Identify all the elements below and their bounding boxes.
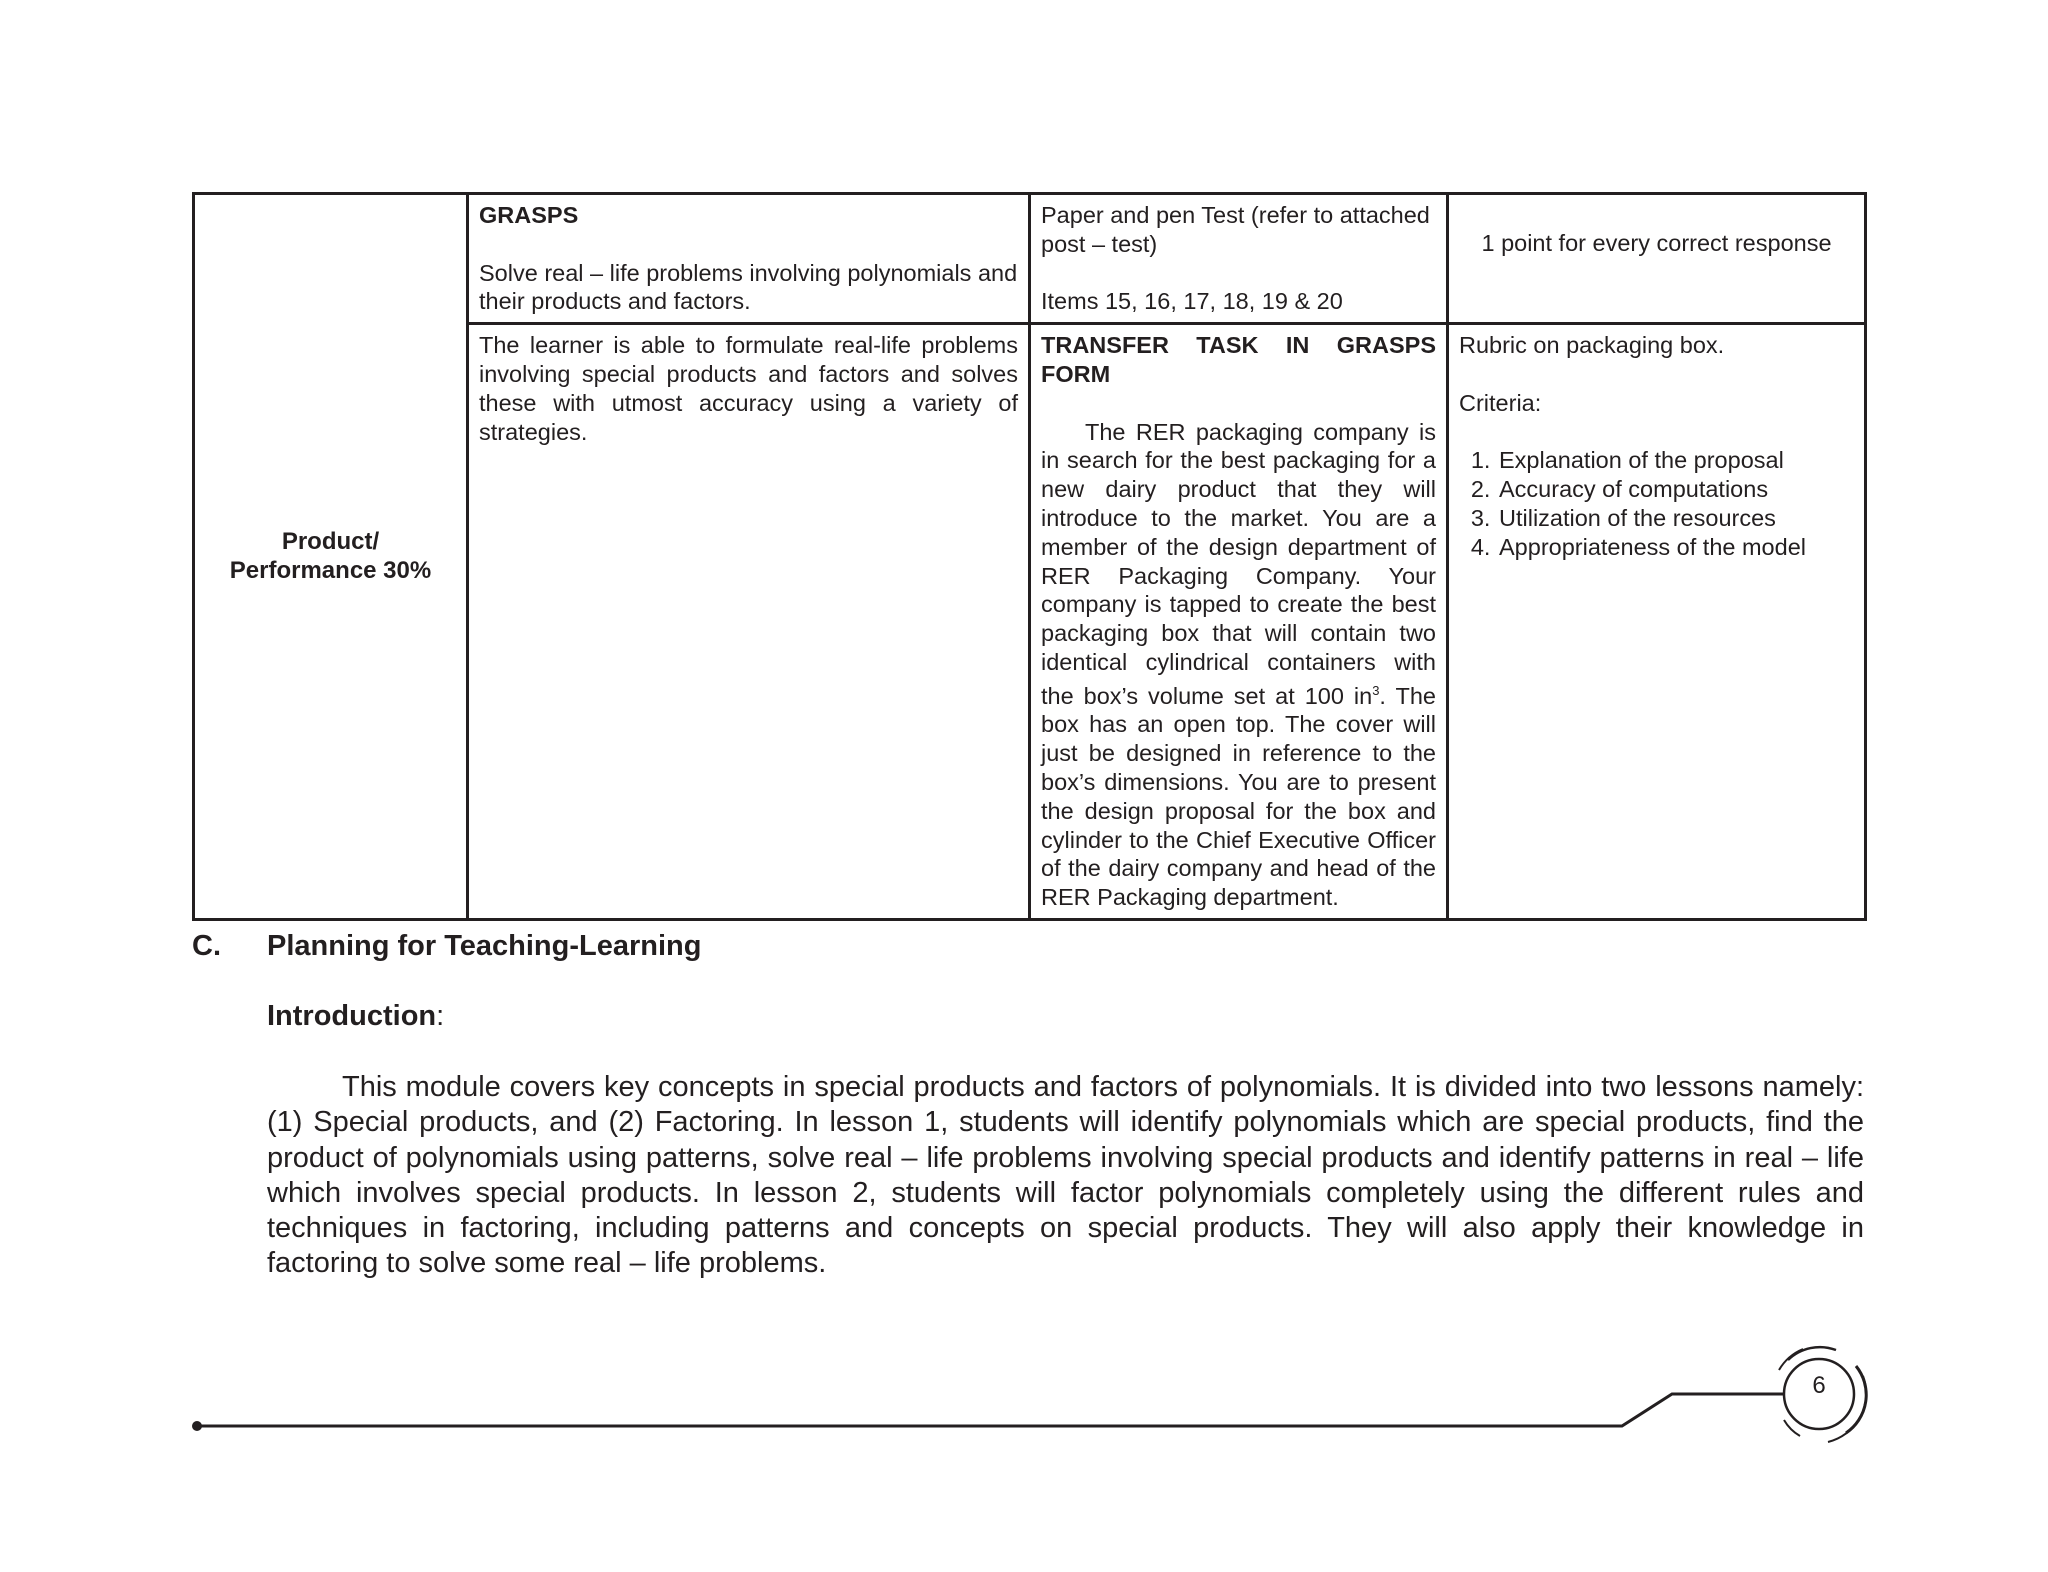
section-title: Planning for Teaching-Learning <box>267 930 702 962</box>
assessment-items: Items 15, 16, 17, 18, 19 & 20 <box>1041 288 1343 315</box>
category-label-line1: Product/ <box>281 528 380 556</box>
list-item: 1. Explanation of the proposal <box>1497 446 1854 475</box>
competency-text: Solve real – life problems involving polynomials and their products and factors. <box>479 259 1018 315</box>
list-item: 4. Appropriateness of the model <box>1497 533 1854 562</box>
transfer-task-heading: TRANSFER TASK IN GRASPS FORM <box>1041 332 1436 387</box>
introduction-text: This module covers key concepts in special products and factors of polynomials. It is divided into two lessons namely: (1) Special products, and (2) Factoring. In lesson 1, students will identify polynomials which are special products, find the product of polynomials using patterns, solve real – life problems involving special products and identify patterns in real – life which involves special products. In lesson 2, students will factor polynomials completely using the different rules and techniques in factoring, including patterns and concepts on special products. They will also apply their knowledge in factoring to solve some real – life problems. <box>267 1071 1864 1280</box>
footer-line <box>197 1394 1784 1426</box>
task-description: The RER packaging company is in search for the best packaging for a new dairy product that they will introduce to the market. You are a member of the design department of RER Packaging Company. Your company is tapped to create the best packaging box that will contain two identical cylindrical containers with the box’s volume set at 100 $in^3$. The box has an open top. The cover will just be designed in reference to the box’s dimensions. You are to present the design proposal for the box and cylinder to the Chief Executive Officer of the dairy company and head of the RER Packaging department. <box>1041 418 1436 911</box>
introduction-heading: Introduction: <box>267 1000 445 1032</box>
list-item: 2. Accuracy of computations <box>1497 475 1854 504</box>
scoring-text: 1 point for every correct response <box>1481 230 1832 257</box>
section-letter: C. <box>192 930 221 962</box>
competency-text: The learner is able to formulate real-life problems involving special products and factors and solves these with utmost accuracy using a variety of strategies. <box>479 332 1018 445</box>
page-number: 6 <box>1812 1372 1826 1399</box>
assessment-text: Paper and pen Test (refer to attached post – test) <box>1041 202 1430 257</box>
category-label-line2: Performance 30% <box>229 557 432 585</box>
grasps-heading: GRASPS <box>479 202 579 228</box>
rubric-title: Rubric on packaging box. <box>1459 332 1725 359</box>
list-item: 3. Utilization of the resources <box>1497 504 1854 533</box>
criteria-label: Criteria: <box>1459 389 1542 416</box>
introduction-label: Introduction <box>267 1000 437 1032</box>
